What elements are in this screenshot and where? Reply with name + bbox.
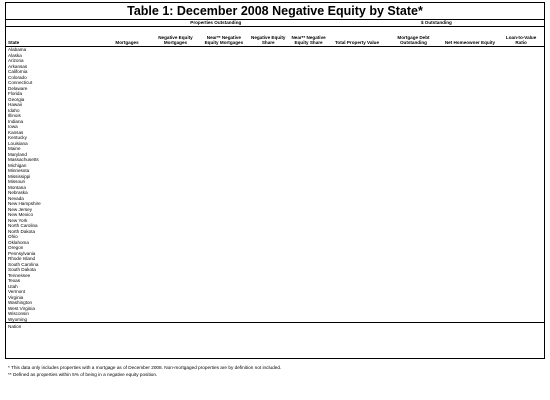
state-name: Massachusetts xyxy=(8,157,39,162)
header-negative-equity-mortgages: Negative Equity Mortgages xyxy=(151,27,199,47)
table-frame xyxy=(5,2,545,359)
state-name: New York xyxy=(8,217,28,223)
state-name: Louisiana xyxy=(8,140,28,146)
state-name: Nebraska xyxy=(8,190,28,195)
state-name: Oklahoma xyxy=(8,239,29,245)
state-name: Vermont xyxy=(8,289,26,294)
table-body xyxy=(6,47,544,331)
state-name: Missouri xyxy=(8,179,26,184)
state-name: Wisconsin xyxy=(8,311,29,316)
state-name: Kentucky xyxy=(8,135,27,140)
state-name: South Carolina xyxy=(8,261,39,267)
state-name: Nation xyxy=(6,323,103,331)
state-name: Oregon xyxy=(8,245,24,250)
table-title: Table 1: December 2008 Negative Equity by State* xyxy=(127,4,423,18)
footnotes xyxy=(8,364,542,378)
state-name: Kansas xyxy=(8,129,24,135)
state-name: New Jersey xyxy=(8,206,32,212)
state-name: Rhode Island xyxy=(8,256,36,261)
state-name: North Dakota xyxy=(8,228,36,234)
table-cell xyxy=(248,323,288,331)
state-name: North Carolina xyxy=(8,223,38,228)
header-total-property-value: Total Property Value xyxy=(329,27,385,47)
state-name: Utah xyxy=(8,283,18,289)
state-name: Arizona xyxy=(8,58,24,63)
state-name: Georgia xyxy=(8,96,25,102)
table-cell xyxy=(103,323,151,331)
header-mortgage-debt-outstanding: Mortgage Debt Outstanding xyxy=(385,27,441,47)
state-name: Connecticut xyxy=(8,80,33,85)
state-name: Idaho xyxy=(8,107,20,113)
table-cell xyxy=(288,323,328,331)
properties-outstanding-group: Properties Outstanding xyxy=(190,20,242,25)
state-name: Montana xyxy=(8,184,26,190)
state-name: New Hampshire xyxy=(8,201,41,206)
header-mortgages: Mortgages xyxy=(103,27,151,47)
state-name: Florida xyxy=(8,91,23,96)
nation-row xyxy=(6,323,544,331)
table-cell xyxy=(385,323,441,331)
state-name: Maine xyxy=(8,146,21,151)
state-name: Indiana xyxy=(8,118,24,124)
footnote: * This data only includes properties with a mortgage as of December 2008. Non-mortgaged properties are by definition not included. xyxy=(8,365,282,370)
state-name: Texas xyxy=(8,278,20,283)
state-name: Virginia xyxy=(8,294,24,300)
state-name: Alaska xyxy=(8,52,22,58)
state-name: Delaware xyxy=(8,85,28,91)
footnote: ** Defined as properties within 5% of being in a negative equity position. xyxy=(8,372,158,377)
state-name: Mississippi xyxy=(8,173,31,179)
state-name: Illinois xyxy=(8,113,21,118)
state-name: Wyoming xyxy=(8,316,28,322)
table-cell xyxy=(442,323,498,331)
header-loan-to-value-ratio: Loan-to-Value Ratio xyxy=(498,27,544,47)
header-state: State xyxy=(6,27,103,47)
state-name: Ohio xyxy=(8,234,18,239)
state-name: Maryland xyxy=(8,151,27,157)
state-name: Michigan xyxy=(8,162,27,168)
state-name: Nevada xyxy=(8,195,24,201)
state-name: Iowa xyxy=(8,124,18,129)
state-name: Colorado xyxy=(8,74,27,80)
state-name: New Mexico xyxy=(8,212,34,217)
state-name: Tennessee xyxy=(8,272,31,278)
header-near-negative-equity-share: Near** Negative Equity Share xyxy=(288,27,328,47)
table-cell xyxy=(329,323,385,331)
table-cell xyxy=(498,323,544,331)
header-net-homeowner-equity: Net Homeowner Equity xyxy=(442,27,498,47)
state-name: Hawaii xyxy=(8,102,22,107)
state-name: Pennsylvania xyxy=(8,250,36,256)
state-name: Washington xyxy=(8,300,33,305)
negative-equity-table xyxy=(6,27,544,330)
header-negative-equity-share: Negative Equity Share xyxy=(248,27,288,47)
state-name: Arkansas xyxy=(8,63,28,69)
state-name: Minnesota xyxy=(8,168,30,173)
header-row xyxy=(6,27,544,47)
state-name: West Virginia xyxy=(8,305,35,311)
table-cell xyxy=(151,323,199,331)
dollars-outstanding-group: $ Outstanding xyxy=(420,20,452,25)
state-name: California xyxy=(8,69,28,74)
table-header xyxy=(6,27,544,47)
header-near-negative-equity-mortgages: Near** Negative Equity Mortgages xyxy=(200,27,248,47)
state-name: Alabama xyxy=(8,47,27,52)
column-group-header xyxy=(6,19,544,27)
state-name: South Dakota xyxy=(8,267,36,272)
table-cell xyxy=(200,323,248,331)
